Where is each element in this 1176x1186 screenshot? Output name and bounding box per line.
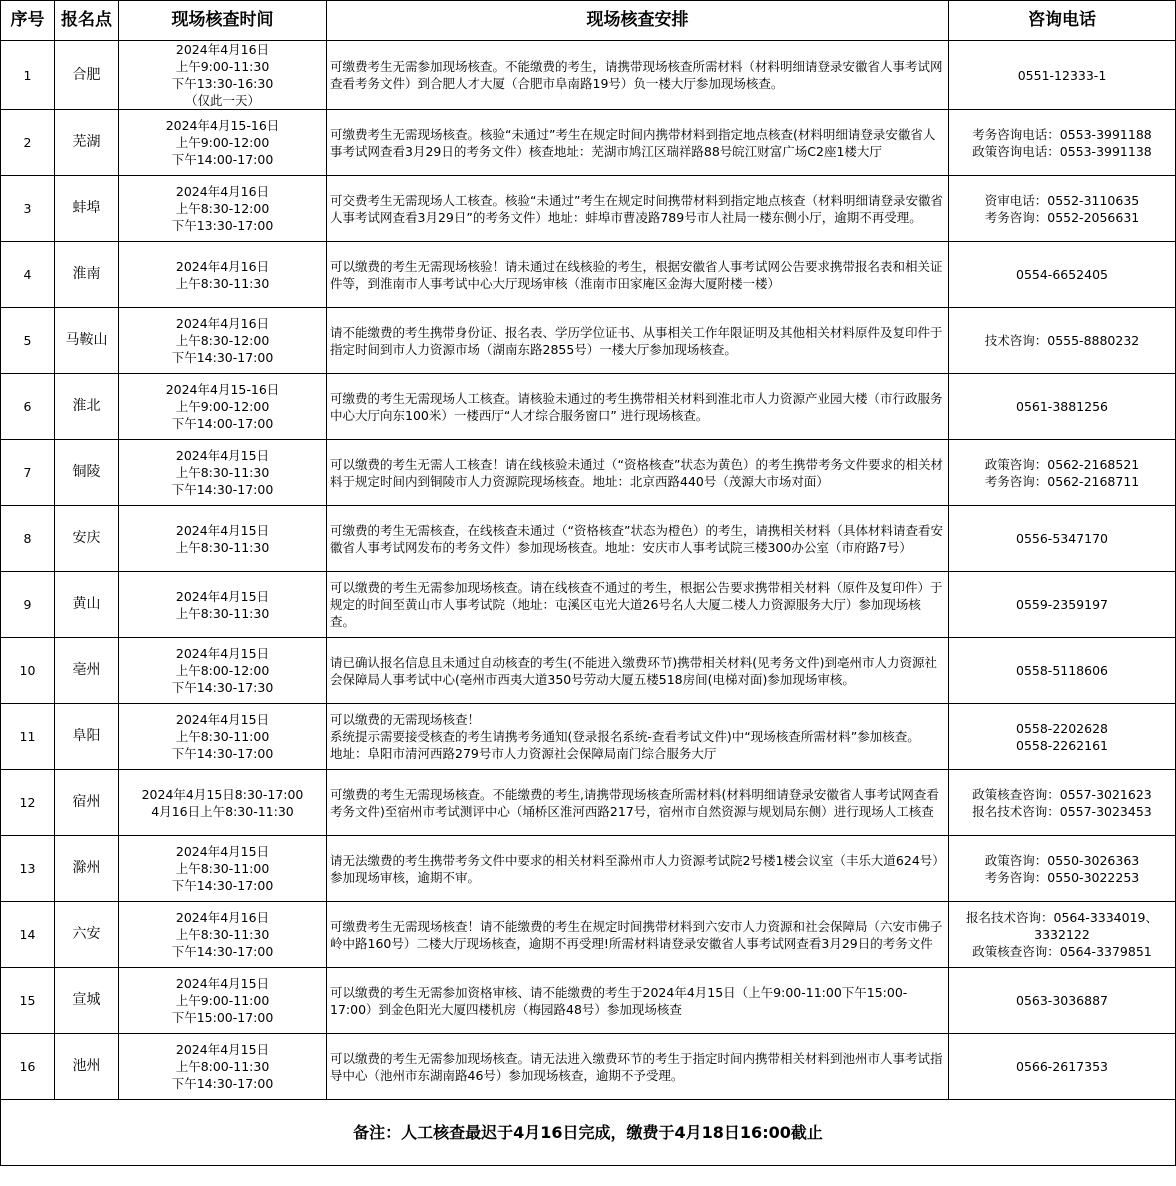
registration-site: 黄山 [55,572,119,638]
verification-time [119,176,327,242]
verification-arrangement: 请无法缴费的考生携带考务文件中要求的相关材料至滁州市人力资源考试院2号楼1楼会议室（丰乐大道624号）参加现场审核，逾期不审。 [327,836,949,902]
arrangement-line: 系统提示需要接受核查的考生请携考务通知(登录报名系统-查看考试文件)中“现场核查所需材料”参加核查。 [330,729,920,744]
verification-arrangement: 可以缴费的考生无需现场核验！请未通过在线核验的考生，根据安徽省人事考试网公告要求携带报名表和相关证件等，到淮南市人事考试中心大厅现场审核（淮南市田家庵区金海大厦附楼一楼） [327,242,949,308]
verification-time [119,110,327,176]
time-line: 上午8:30-11:30 [175,539,270,555]
consult-phone [949,41,1176,110]
time-line: 上午9:00-11:00 [175,993,270,1008]
verification-time [119,308,327,374]
phone-line: 0566-2617353 [1016,1059,1108,1074]
phone-line: 考务咨询：0552-2056631 [984,209,1140,225]
time-line: 2024年4月15日 [175,976,270,991]
note-row [1,1100,1176,1166]
consult-phone [949,638,1176,704]
phone-line: 考务咨询：0562-2168711 [984,473,1140,489]
registration-site: 芜湖 [55,110,119,176]
phone-line: 0561-3881256 [1016,399,1108,414]
phone-line: 0563-3036887 [1016,993,1108,1008]
header-time: 现场核查时间 [119,1,327,41]
verification-time [119,374,327,440]
arrangement-line: 地址：阜阳市清河西路279号市人力资源社会保障局南门综合服务大厅 [330,746,717,761]
time-line: 2024年4月15日 [175,522,270,538]
verification-arrangement: 可缴费考生无需参加现场核查。不能缴费的考生，请携带现场核查所需材料（材料明细请登录安徽省人事考试网查看考务文件）到合肥人才大厦（合肥市阜南路19号）负一楼大厅参加现场核查。 [327,41,949,110]
phone-line: 考务咨询电话：0553-3991188 [972,126,1152,142]
verification-arrangement: 可缴费考生无需现场核查！请不能缴费的考生在规定时间携带材料到六安市人力资源和社会保障局（六安市佛子岭中路160号）二楼大厅现场核查，逾期不再受理!所需材料请登录安徽省人事考试网查看3月29日的考务文件 [327,902,949,968]
phone-line: 0554-6652405 [1016,267,1108,282]
time-line: 2024年4月15-16日 [165,382,280,397]
verification-arrangement [327,704,949,770]
time-line: 上午8:30-12:00 [175,333,270,348]
time-line: 2024年4月16日 [175,184,270,199]
table-row [1,506,1176,572]
consult-phone [949,176,1176,242]
verification-time [119,242,327,308]
consult-phone [949,968,1176,1034]
arrangement-line: 可以缴费的无需现场核查！ [330,712,481,727]
phone-line: 政策咨询电话：0553-3991138 [972,143,1152,159]
row-number: 1 [1,41,55,110]
note-text: 备注：人工核查最迟于4月16日完成，缴费于4月18日16:00截止 [1,1100,1176,1166]
registration-site: 合肥 [55,41,119,110]
verification-arrangement: 可以缴费的考生无需参加资格审核、请不能缴费的考生于2024年4月15日（上午9:00-11:00下午15:00-17:00）到金色阳光大厦四楼机房（梅园路48号）参加现场核查 [327,968,949,1034]
phone-line: 政策咨询：0562-2168521 [984,456,1140,472]
verification-time [119,638,327,704]
row-number: 10 [1,638,55,704]
verification-time [119,41,327,110]
verification-time [119,902,327,968]
phone-line: 政策核查咨询：0564-3379851 [972,944,1152,959]
row-number: 7 [1,440,55,506]
row-number: 9 [1,572,55,638]
time-line: 下午14:30-17:00 [171,944,274,959]
phone-line: 资审电话：0552-3110635 [984,192,1140,208]
registration-site: 马鞍山 [55,308,119,374]
consult-phone [949,770,1176,836]
header-location: 报名点 [55,1,119,41]
verification-arrangement: 可缴费的考生无需现场核查。不能缴费的考生,请携带现场核查所需材料(材料明细请登录安徽省人事考试网查看考务文件)至宿州市考试测评中心（埇桥区淮河西路217号，宿州市自然资源与规划局东侧）进行现场人工核查 [327,770,949,836]
time-line: 下午14:30-17:00 [171,1076,274,1091]
registration-site: 安庆 [55,506,119,572]
phone-line: 0558-2202628 [1016,720,1108,736]
phone-line: 0556-5347170 [1016,531,1108,546]
row-number: 15 [1,968,55,1034]
registration-site: 淮南 [55,242,119,308]
phone-line: 技术咨询：0555-8880232 [984,333,1140,348]
table-row [1,308,1176,374]
consult-phone [949,902,1176,968]
phone-line: 政策核查咨询：0557-3021623 [972,786,1152,802]
verification-time [119,770,327,836]
table-row [1,1034,1176,1100]
time-line: 2024年4月15日8:30-17:00 [141,786,304,802]
time-line: 上午9:00-11:30 [175,59,270,74]
consult-phone [949,506,1176,572]
phone-line: 0559-2359197 [1016,597,1108,612]
consult-phone [949,1034,1176,1100]
row-number: 12 [1,770,55,836]
time-line: 下午14:30-17:30 [171,680,274,695]
consult-phone [949,704,1176,770]
time-line: 2024年4月15日 [175,712,270,727]
header-arrangement: 现场核查安排 [327,1,949,41]
time-line: 上午8:00-12:00 [175,663,270,678]
row-number: 11 [1,704,55,770]
verification-time [119,572,327,638]
time-line: 下午14:00-17:00 [171,416,274,431]
row-number: 16 [1,1034,55,1100]
registration-site: 淮北 [55,374,119,440]
table-row [1,242,1176,308]
registration-site: 滁州 [55,836,119,902]
time-line: 上午8:00-11:30 [175,1059,270,1074]
consult-phone [949,572,1176,638]
time-line: 上午8:30-11:00 [175,729,270,744]
verification-time [119,968,327,1034]
time-line: （仅此一天） [184,93,260,108]
registration-site: 池州 [55,1034,119,1100]
row-number: 3 [1,176,55,242]
header-row [1,1,1176,41]
registration-site: 六安 [55,902,119,968]
consult-phone [949,440,1176,506]
time-line: 2024年4月15日 [175,844,270,859]
time-line: 上午8:30-11:30 [175,465,270,480]
registration-site: 铜陵 [55,440,119,506]
verification-time [119,1034,327,1100]
time-line: 上午8:30-11:30 [175,275,270,291]
verification-time [119,836,327,902]
table-row [1,440,1176,506]
phone-line: 政策咨询：0550-3026363 [984,852,1140,868]
table-row [1,704,1176,770]
table-row [1,638,1176,704]
time-line: 2024年4月15-16日 [165,118,280,133]
phone-line: 报名技术咨询：0564-3334019、 [966,910,1158,925]
verification-time [119,506,327,572]
phone-line: 3332122 [1034,927,1090,942]
verification-arrangement: 可交费考生无需现场人工核查。核验“未通过”考生在规定时间携带材料到指定地点核查（材料明细请登录安徽省人事考试网查看3月29日”的考务文件）地址：蚌埠市曹凌路789号市人社局一楼东侧小厅，逾期不再受理。 [327,176,949,242]
table-row [1,770,1176,836]
header-phone: 咨询电话 [949,1,1176,41]
table-row [1,968,1176,1034]
phone-line: 0558-2262161 [1016,737,1108,753]
registration-site: 蚌埠 [55,176,119,242]
time-line: 2024年4月15日 [175,588,270,604]
row-number: 6 [1,374,55,440]
row-number: 14 [1,902,55,968]
table-row [1,110,1176,176]
table-row [1,572,1176,638]
row-number: 4 [1,242,55,308]
consult-phone [949,110,1176,176]
time-line: 下午14:00-17:00 [171,152,274,167]
time-line: 下午13:30-16:30 [171,76,274,91]
table-row [1,836,1176,902]
verification-arrangement: 请不能缴费的考生携带身份证、报名表、学历学位证书、从事相关工作年限证明及其他相关材料原件及复印件于指定时间到市人力资源市场（湖南东路2855号）一楼大厅参加现场核查。 [327,308,949,374]
row-number: 5 [1,308,55,374]
table-row [1,902,1176,968]
table-row [1,41,1176,110]
time-line: 下午13:30-17:00 [171,218,274,233]
row-number: 8 [1,506,55,572]
phone-line: 0558-5118606 [1016,663,1108,678]
verification-arrangement: 可缴费的考生无需核查，在线核查未通过（“资格核查”状态为橙色）的考生，请携相关材料（具体材料请查看安徽省人事考试网发布的考务文件）参加现场核查。地址：安庆市人事考试院三楼300办公室（市府路7号） [327,506,949,572]
time-line: 上午8:30-11:30 [175,605,270,621]
time-line: 下午14:30-17:00 [171,746,274,761]
verification-time [119,440,327,506]
table-row [1,374,1176,440]
time-line: 2024年4月15日 [175,448,270,463]
time-line: 2024年4月15日 [175,646,270,661]
registration-site: 宣城 [55,968,119,1034]
consult-phone [949,374,1176,440]
registration-site: 亳州 [55,638,119,704]
time-line: 上午8:30-12:00 [175,201,270,216]
time-line: 上午8:30-11:00 [175,861,270,876]
phone-line: 考务咨询：0550-3022253 [984,869,1140,885]
header-no: 序号 [1,1,55,41]
time-line: 上午9:00-12:00 [175,399,270,414]
time-line: 下午14:30-17:00 [171,878,274,893]
time-line: 下午15:00-17:00 [171,1010,274,1025]
consult-phone [949,308,1176,374]
time-line: 下午14:30-17:00 [171,482,274,497]
consult-phone [949,836,1176,902]
registration-site: 宿州 [55,770,119,836]
verification-arrangement: 可以缴费的考生无需人工核查！请在线核验未通过（“资格核查”状态为黄色）的考生携带考务文件要求的相关材料于规定时间内到铜陵市人力资源院现场核查。地址：北京西路440号（茂源大市场对面） [327,440,949,506]
verification-arrangement: 可缴费考生无需现场核查。核验“未通过”考生在规定时间内携带材料到指定地点核查(材料明细请登录安徽省人事考试网查看3月29日的考务文件）核查地址：芜湖市鸠江区瑞祥路88号皖江财富广场C2座1楼大厅 [327,110,949,176]
time-line: 2024年4月16日 [175,258,270,274]
phone-line: 报名技术咨询：0557-3023453 [972,803,1152,819]
verification-arrangement: 可以缴费的考生无需参加现场核查。请在线核查不通过的考生，根据公告要求携带相关材料（原件及复印件）于规定的时间至黄山市人事考试院（地址：屯溪区屯光大道26号名人大厦二楼人力资源服务大厅）参加现场核查。 [327,572,949,638]
verification-arrangement: 可缴费的考生无需现场人工核查。请核验未通过的考生携带相关材料到淮北市人力资源产业园大楼（市行政服务中心大厅向东100米）一楼西厅“人才综合服务窗口” 进行现场核查。 [327,374,949,440]
verification-time [119,704,327,770]
row-number: 2 [1,110,55,176]
table-row [1,176,1176,242]
row-number: 13 [1,836,55,902]
time-line: 2024年4月16日 [175,910,270,925]
time-line: 2024年4月16日 [175,42,270,57]
time-line: 4月16日上午8:30-11:30 [151,803,294,819]
verification-arrangement: 请已确认报名信息且未通过自动核查的考生(不能进入缴费环节)携带相关材料(见考务文件)到亳州市人力资源社会保障局人事考试中心(亳州市西夷大道350号劳动大厦五楼518房间(电梯对面)参加现场审核。 [327,638,949,704]
phone-line: 0551-12333-1 [1017,67,1107,83]
time-line: 上午8:30-11:30 [175,927,270,942]
time-line: 上午9:00-12:00 [175,135,270,150]
time-line: 2024年4月16日 [175,316,270,331]
time-line: 下午14:30-17:00 [171,350,274,365]
registration-site: 阜阳 [55,704,119,770]
verification-arrangement: 可以缴费的考生无需参加现场核查。请无法进入缴费环节的考生于指定时间内携带相关材料到池州市人事考试指导中心（池州市东湖南路46号）参加现场核查，逾期不予受理。 [327,1034,949,1100]
consult-phone [949,242,1176,308]
time-line: 2024年4月15日 [175,1042,270,1057]
